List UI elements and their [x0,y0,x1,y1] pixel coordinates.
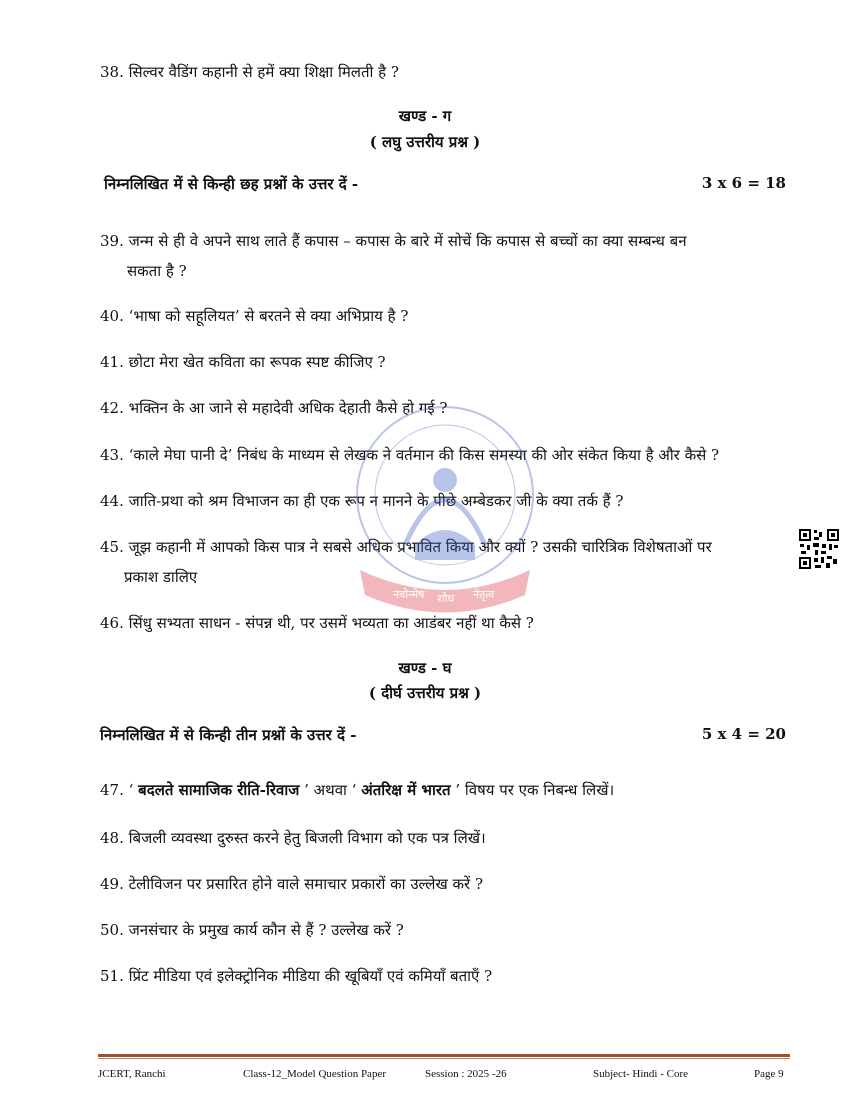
section-g-instruction: निम्नलिखित में से किन्ही छह प्रश्नों के उत्तर दें - [104,175,359,193]
section-gh-marks: 5 x 4 = 20 [701,725,786,743]
q47-topic-1: बदलते सामाजिक रीति-रिवाज [138,781,300,799]
section-gh-title: खण्ड - घ [398,659,452,677]
footer-paper: Class-12_Model Question Paper [243,1068,386,1080]
footer-rule [98,1054,790,1057]
question-46: 46. सिंधु सभ्यता साधन - संपन्न थी, पर उसमें भव्यता का आडंबर नहीं था कैसे ? [100,614,534,632]
footer-org: JCERT, Ranchi [98,1068,166,1080]
question-45-line1: 45. जूझ कहानी में आपको किस पात्र ने सबसे अधिक प्रभावित किया और क्यों ? उसकी चारित्रिक विशेषताओं पर [100,538,712,556]
section-g-subtitle: ( लघु उत्तरीय प्रश्न ) [369,133,481,151]
section-g-marks: 3 x 6 = 18 [701,174,786,192]
qr-code-icon [799,529,839,569]
question-44: 44. जाति-प्रथा को श्रम विभाजन का ही एक रूप न मानने के पीछे अम्बेडकर जी के क्या तर्क हैं ? [100,492,624,510]
question-50: 50. जनसंचार के प्रमुख कार्य कौन से हैं ? उल्लेख करें ? [100,921,404,939]
q47-prefix: 47. ‘ [100,781,139,799]
footer-page: Page 9 [754,1068,784,1080]
footer-session: Session : 2025 -26 [425,1068,507,1080]
question-41: 41. छोटा मेरा खेत कविता का रूपक स्पष्ट कीजिए ? [100,353,386,371]
footer-rule-thin [98,1058,790,1059]
footer-subject: Subject- Hindi - Core [593,1068,689,1080]
question-45-line2: प्रकाश डालिए [124,568,198,586]
question-51: 51. प्रिंट मीडिया एवं इलेक्ट्रोनिक मीडिया की खूबियाँ एवं कमियाँ बताएँ ? [100,967,493,985]
question-39-line1: 39. जन्म से ही वे अपने साथ लाते हैं कपास – कपास के बारे में सोचें कि कपास से बच्चों का क्या सम्बन्ध बन [100,232,687,250]
question-47 [100,780,614,800]
watermark-ribbon-word-2: शोध [437,592,455,605]
watermark-ribbon-word-1: नवोन्मेष [393,588,425,601]
question-48: 48. बिजली व्यवस्था दुरुस्त करने हेतु बिजली विभाग को एक पत्र लिखें। [100,829,486,847]
section-g-title: खण्ड - ग [398,107,452,125]
q47-suffix: ’ विषय पर एक निबन्ध लिखें। [450,781,615,799]
question-43: 43. ‘काले मेघा पानी दे’ निबंध के माध्यम से लेखक ने वर्तमान की किस समस्या की ओर संकेत किया है और कैसे ? [100,446,720,464]
question-39-line2: सकता है ? [127,262,187,280]
question-40: 40. ‘भाषा को सहूलियत’ से बरतने से क्या अभिप्राय है ? [100,307,409,325]
section-gh-instruction: निम्नलिखित में से किन्ही तीन प्रश्नों के उत्तर दें - [100,726,357,744]
q47-mid: ’ अथवा ‘ [299,781,362,799]
watermark-ribbon-word-3: नेतृत्व [473,588,495,601]
question-38: 38. सिल्वर वैडिंग कहानी से हमें क्या शिक्षा मिलती है ? [100,63,399,81]
question-49: 49. टेलीविजन पर प्रसारित होने वाले समाचार प्रकारों का उल्लेख करें ? [100,875,483,893]
q47-topic-2: अंतरिक्ष में भारत [361,781,451,799]
question-42: 42. भक्तिन के आ जाने से महादेवी अधिक देहाती कैसे हो गई ? [100,399,448,417]
section-gh-subtitle: ( दीर्घ उत्तरीय प्रश्न ) [368,684,482,702]
